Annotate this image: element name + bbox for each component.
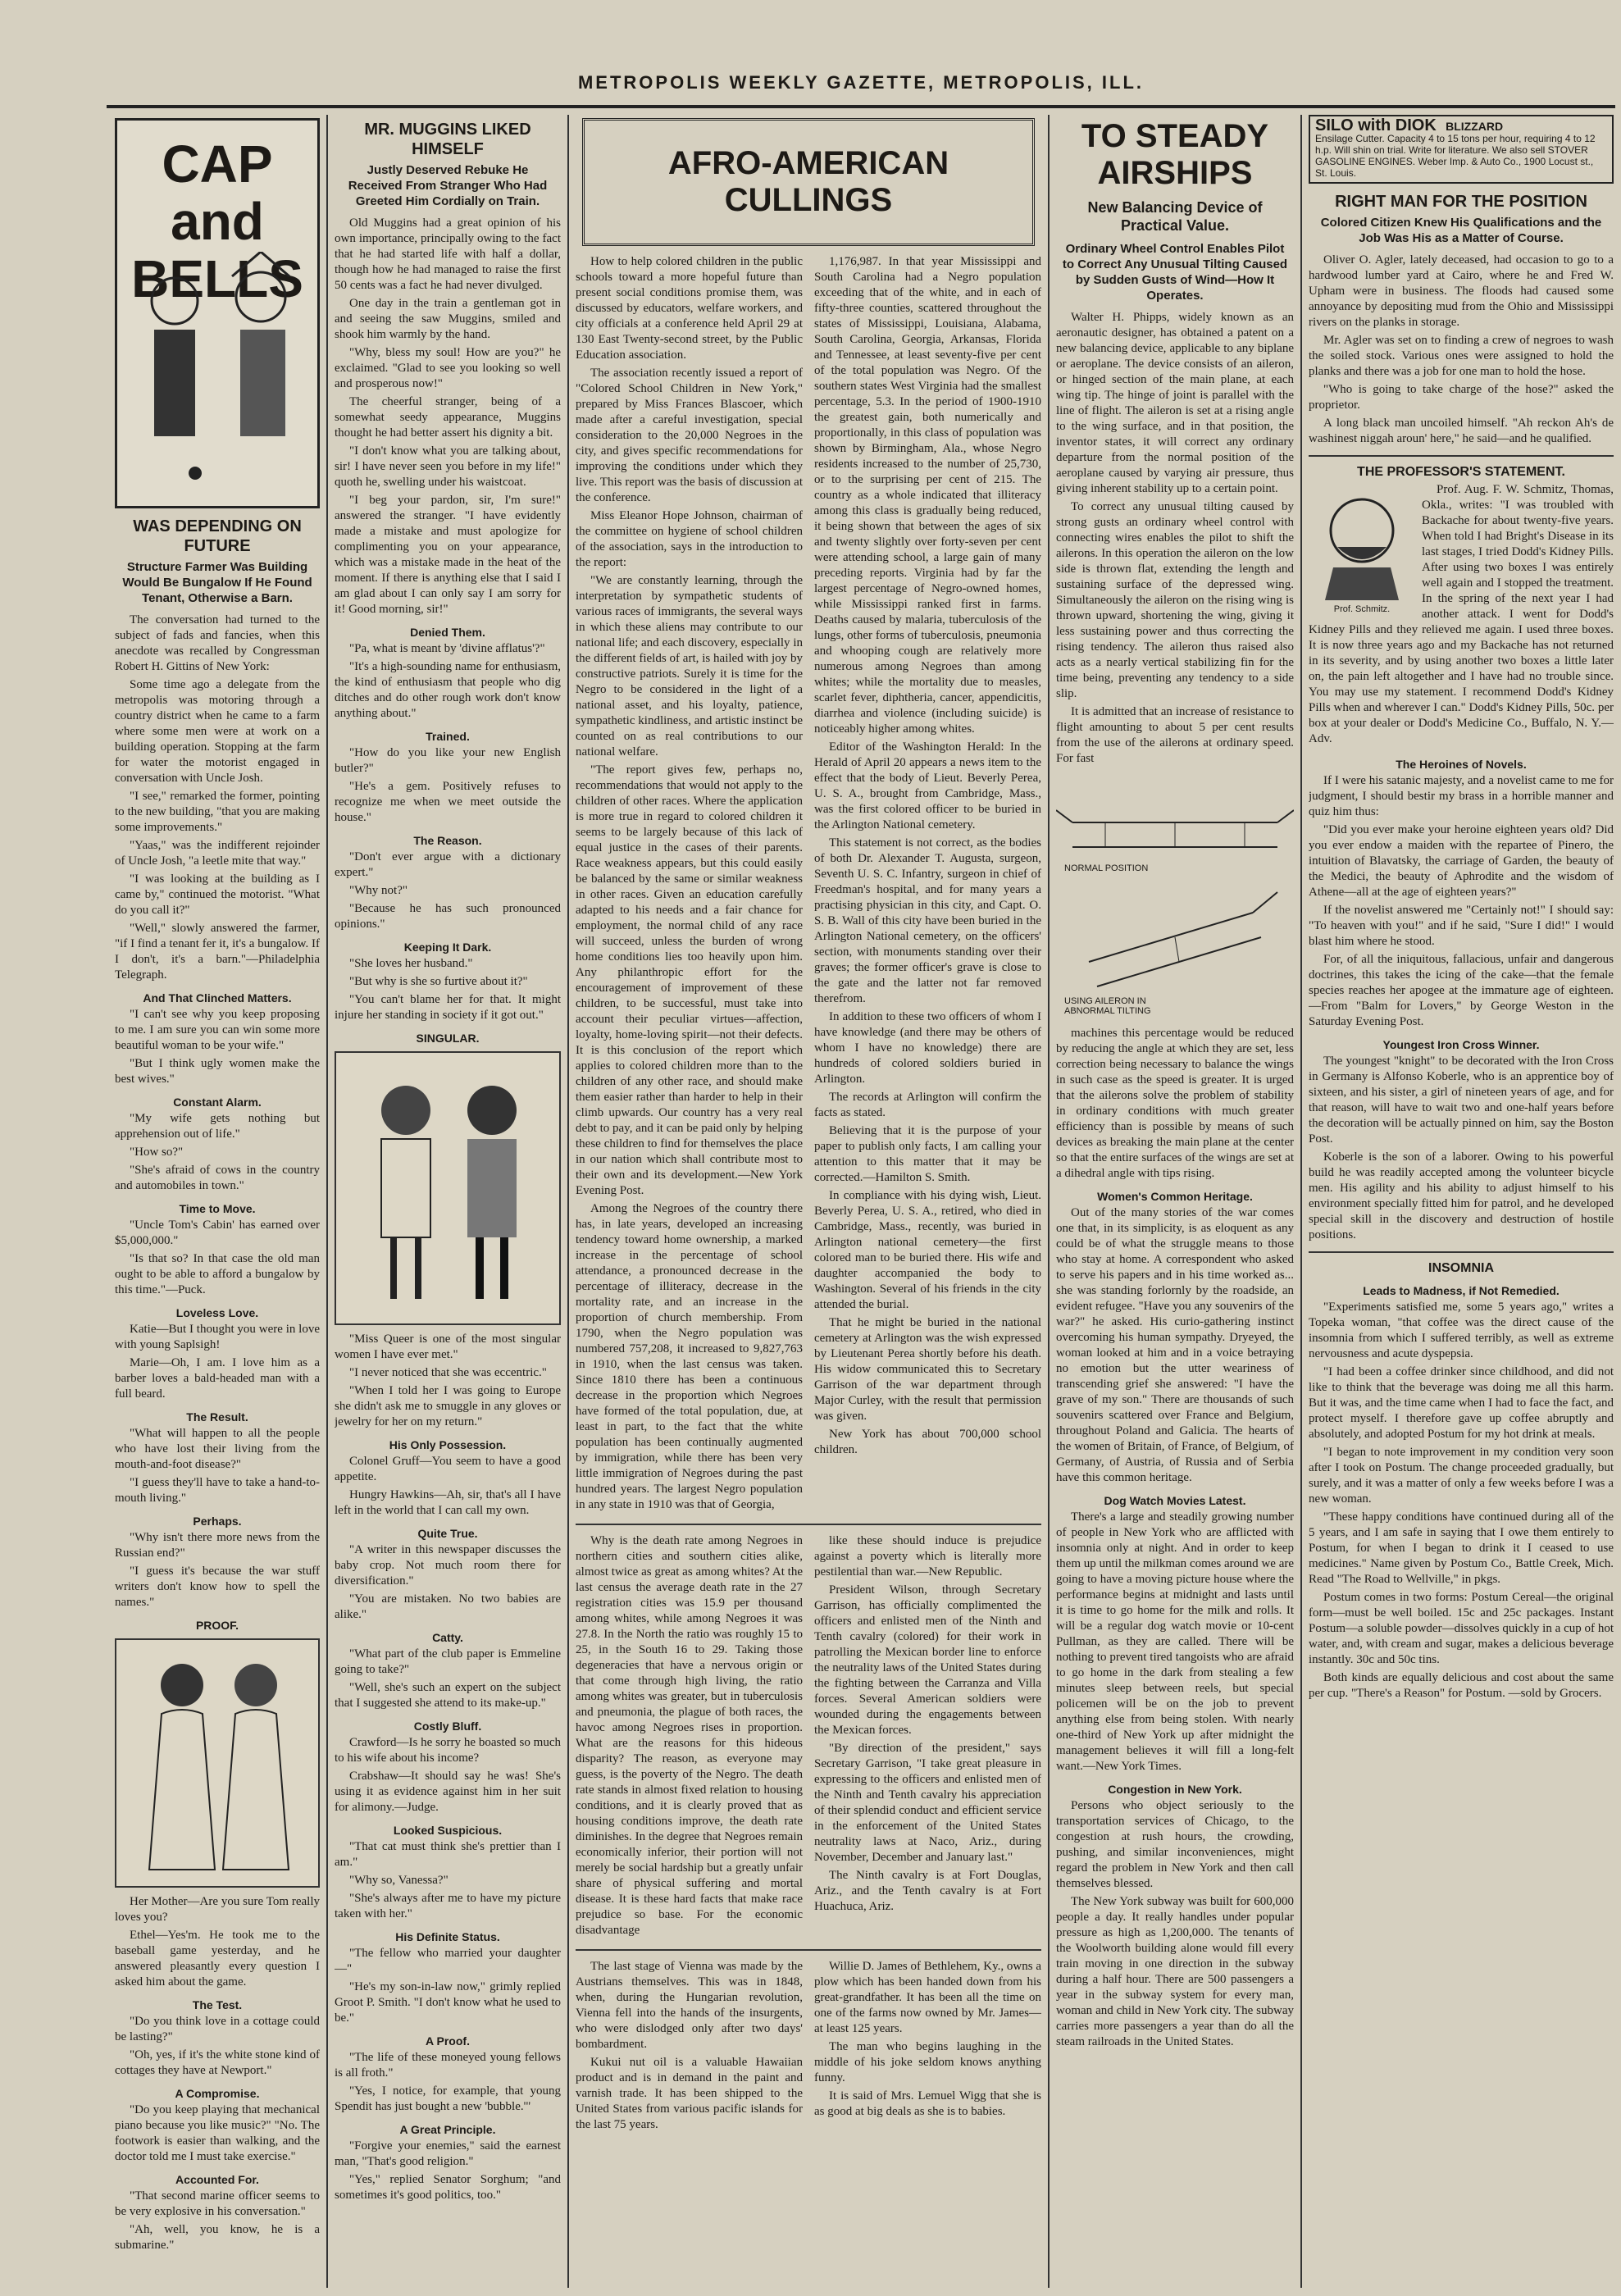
- subhead: His Definite Status.: [395, 1930, 500, 1943]
- paragraph: Oliver O. Agler, lately deceased, had occasion to go to a hardwood lumber yard at Cairo, where he and Fred W. Upham were in business. The floods had caused some annoyance by depositing mud from the Ohio and Mississippi rivers on the planks in storage.: [1309, 253, 1614, 329]
- paragraph: Colonel Gruff—You seem to have a good appetite.: [335, 1455, 561, 1483]
- paragraph: "You can't blame her for that. It might injure her standing in society if it got out.": [335, 993, 561, 1022]
- paragraph: Kukui nut oil is a valuable Hawaiian product and is in demand in the paint and varnish trade. It has been shipped to the United States from various pacific islands for the last 75 years.: [576, 2056, 803, 2131]
- paragraph: That he might be buried in the national cemetery at Arlington was the wish expressed by Lieutenant Perea shortly before his death. His widow communicated this to Secretary Garrison of the war department through Major Curley, with the result that permission was given.: [814, 1316, 1041, 1423]
- paragraph: "I was looking at the building as I came by," continued the motorist. "What do you call it?": [115, 872, 320, 917]
- section-rule: [1309, 455, 1614, 457]
- paragraph: Believing that it is the purpose of your paper to publish only facts, I am calling your attention to this matter that it may be corrected.—Hamilton S. Smith.: [814, 1124, 1041, 1184]
- ad-brand: BLIZZARD: [1446, 120, 1504, 133]
- airships-subdeck: Ordinary Wheel Control Enables Pilot to Correct Any Unusual Tilting Caused by Sudden Gusts of Wind—How It Operates.: [1062, 242, 1288, 303]
- paragraph: 1,176,987. In that year Mississippi and South Carolina had a Negro population exceeding that of the white, and in each of fifty-three counties, scattered throughout the states of Mississippi, Louisiana, Alabama, South Carolina, Georgia, Arkansas, Florida and Tennessee, at least seventy-five per cent of the total population was Negro. Of the southern states West Virginia had the smallest percentage, 5.3. In the period of 1900-1910 the greatest gain, both numerically and proportionally, in this class of population was shown by Birmingham, Ala., whose Negro residents increased to the number of 25,730, or to the surprising per cent of 215. The country as a whole indicated that illiteracy among this class is gradually being reduced, it being shown that between the ages of six and twenty slightly over forty-seven per cent were attending school, a large gain of many preceding reports. Virginia had by far the largest percentage of Negro-owned homes, while Mississippi ranked first in farms. Deaths caused by malaria, tuberculosis of the lungs, other forms of tuberculosis, pneumonia and whooping cough are relatively more numerous among Negroes than among whites; while the mortality due to measles, scarlet fever, diphtheria, cancer, appendicitis, diarrhea and violence (including suicide) is noticeably higher among whites.: [814, 255, 1041, 736]
- subhead: INSOMNIA: [1428, 1261, 1494, 1275]
- paragraph: "Pa, what is meant by 'divine afflatus'?": [349, 642, 545, 655]
- paragraph: Ethel—Yes'm. He took me to the baseball game yesterday, and he answered pleasantly every question I asked him about the game.: [115, 1929, 320, 1988]
- portrait-caption: Prof. Schmitz.: [1333, 604, 1391, 614]
- paragraph: "Did you ever make your heroine eighteen years old? Did you ever endow a maiden with the repartee of Pinero, the intuition of Blavatsky, the carriage of Garden, the beauty of the Medici, the beauty of Aphrodite and the wisdom of Athene—all at the age of eighteen years?": [1309, 823, 1614, 899]
- paragraph: "When I told her I was going to Europe she didn't ask me to smuggle in any gloves or jewelry for her on my return.": [335, 1384, 561, 1428]
- paragraph: Willie D. James of Bethlehem, Ky., owns a plow which has been handed down from his great-grandfather. It has been all the time on one of the farms now owned by Mr. James—at least 125 years.: [814, 1960, 1041, 2035]
- subhead: Accounted For.: [175, 2173, 259, 2186]
- paragraph: "That second marine officer seems to be very explosive in his conversation.": [115, 2189, 320, 2218]
- paragraph: Postum comes in two forms: Postum Cereal—the original form—must be well boiled. 15c and 25c packages. Instant Postum—a soluble powder—dissolves quickly in a cup of hot water, and, with cream and sugar, makes a delicious beverage instantly. 30c and 50c tins.: [1309, 1591, 1614, 1666]
- logo-text: CAP and BELLS: [131, 134, 303, 308]
- column-rule: [567, 115, 569, 2288]
- paragraph: "A writer in this newspaper discusses the baby crop. Not much room there for diversification.": [335, 1543, 561, 1588]
- subhead: Looked Suspicious.: [393, 1824, 503, 1837]
- section-rule: [576, 1524, 1041, 1525]
- column-4: [1056, 115, 1294, 2288]
- paragraph: "These happy conditions have continued during all of the 5 years, and I am safe in saying that I owe them entirely to Postum, for when I began to drink it I ceased to use medicines." Name given by Postum Co., Battle Creek, Mich. Read "The Road to Wellville," in pkgs.: [1309, 1510, 1614, 1586]
- paragraph: To correct any unusual tilting caused by strong gusts an ordinary wheel control with connecting wires enables the pilot to shift the ailerons. In this operation the aileron on the low side is thrown flat, extending the length and sustaining surface of the depressed wing. Simultaneously the aileron on the rising wing is thrown upward, shortening the wing, giving it less sustaining power and thus correcting the rising tendency. The aileron thus raised also acts as a nearly vertical stabilizing fin for the time being, preventing any tendency to a side slip.: [1056, 500, 1294, 700]
- subhead: PROOF.: [195, 1619, 239, 1632]
- paragraph: Walter H. Phipps, widely known as an aeronautic designer, has obtained a patent on a new balancing device, applicable to any biplane or aeroplane. The device consists of an aileron, or hinged section of the main plane, at each wing tip. The hinge of joint is parallel with the line of flight. The aileron is set at a rising angle to the wing surface, and in that position, the inventor states, it will correct any ordinary departure from the normal position of the aeroplane caused by varying air pressure, thus giving inherent stability up to a certain point.: [1056, 311, 1294, 495]
- paragraph: "Why isn't there more news from the Russian end?": [115, 1531, 320, 1560]
- paragraph: "She's afraid of cows in the country and automobiles in town.": [115, 1164, 320, 1192]
- paragraph: Miss Eleanor Hope Johnson, chairman of the committee on hygiene of school children of the association, says in the introduction to the report:: [576, 509, 803, 569]
- paragraph: One day in the train a gentleman got in and seeing the saw Muggins, smiled and shook him warmly by the hand.: [335, 297, 561, 341]
- paragraph: The association recently issued a report of "Colored School Children in New York," prepared by Miss Frances Blascoer, which made after a careful investigation, special consideration to the 20,000 Negroes in the city, and gives specific recommendations for improving the conditions under which they live. This report was the basis of discussion at the conference.: [576, 367, 803, 504]
- paragraph: "Uncle Tom's Cabin' has earned over $5,000,000.": [115, 1219, 320, 1247]
- subhead: The Heroines of Novels.: [1396, 758, 1527, 771]
- proof-illustration: [115, 1638, 320, 1888]
- figure-caption: USING AILERON IN ABNORMAL TILTING: [1064, 996, 1151, 1016]
- paragraph: "I had been a coffee drinker since childhood, and did not like to think that the beverage was doing me all this harm. But it was, and the time came when I had to face the fact, and protect myself. I therefore gave up coffee abruptly and absolutely, and adopted Postum for my hot drink at meals.: [1309, 1365, 1614, 1441]
- subhead: His Only Possession.: [389, 1438, 507, 1451]
- paragraph: The last stage of Vienna was made by the Austrians themselves. This was in 1848, when, during the Hungarian revolution, Vienna fell into the hands of the insurgents, who were dislodged only after two days' bombardment.: [576, 1960, 803, 2051]
- paragraph: "Well, she's such an expert on the subject that I suggested she attend to its make-up.": [335, 1681, 561, 1710]
- subhead: Perhaps.: [193, 1515, 242, 1528]
- paragraph: "Is that so? In that case the old man ought to be able to afford a bungalow by this time."—Puck.: [115, 1252, 320, 1296]
- paragraph: "Do you keep playing that mechanical piano because you like music?" "No. The footwork is easier than walking, and the doctor told me I must take exercise.": [115, 2103, 320, 2163]
- subhead: THE PROFESSOR'S STATEMENT.: [1357, 465, 1565, 479]
- subhead: A Great Principle.: [399, 2123, 496, 2136]
- subhead: Dog Watch Movies Latest.: [1104, 1494, 1246, 1507]
- paragraph: "Yes, I notice, for example, that young Spendit has just bought a new 'bubble.'": [335, 2084, 561, 2113]
- subhead: Time to Move.: [179, 1202, 256, 1215]
- subhead: The Reason.: [413, 834, 482, 847]
- paragraph: "Miss Queer is one of the most singular women I have ever met.": [335, 1332, 561, 1361]
- paragraph: "Yaas," was the indifferent rejoinder of Uncle Josh, "a leetle mite that way.": [115, 839, 320, 868]
- paragraph: Why is the death rate among Negroes in northern cities and southern cities alike, almost twice as great as among whites? At the last census the average death rate in the 27 registration cities was 15.9 per thousand among whites, while among Negroes it was 27.8. In the North the ratio was roughly 15 to 25, in the South 16 to 29. Taking those degeneracies that have a nervous origin or that come through high living, the ratio among whites was greater, but in tuberculosis and pneumonia, the plague of both races, the havoc among Negroes rises in proportion. What are the reasons for this hideous disparity? The reason, as everyone may guess, is the poverty of the Negro. The death rate stands in almost fixed relation to housing conditions, and it is clearly proved that as housing conditions improve, the death rate diminishes. In the degree that Negroes remain economically inferior, their portion will not merely be social hardship but a greatly unfair share of physical suffering and mortal disease. It is these hard facts that make race prejudice so base. For the economic disadvantage: [576, 1534, 803, 1937]
- paragraph: "But I think ugly women make the best wives.": [115, 1057, 320, 1086]
- paragraph: "He's my son-in-law now," grimly replied Groot P. Smith. "I don't know what he used to be.": [335, 1980, 561, 2025]
- paragraph: "Don't ever argue with a dictionary expert.": [335, 850, 561, 879]
- paragraph: Mr. Agler was set on to finding a crew of negroes to wash the soiled stock. Various ones were assigned to hold the planks and there was a job for one man to hold the hose.: [1309, 334, 1614, 378]
- column-3-afro-american-cullings: [576, 115, 1041, 2288]
- paragraph: "Well," slowly answered the farmer, "if I find a tenant fer it, it's a bungalow. If I don't, it's a barn."—Philadelphia Telegraph.: [115, 922, 320, 982]
- paragraph: "Forgive your enemies," said the earnest man, "That's good religion.": [335, 2139, 561, 2168]
- col2-deck: Justly Deserved Rebuke He Received From Stranger Who Had Greeted Him Cordially on Train.: [348, 163, 548, 208]
- paragraph: There's a large and steadily growing number of people in New York who are afflicted with insomnia only at night. And in order to keep them up until the milkman comes around we are going to have a moving picture house where the performance begins at midnight and lasts until it is time to go home for the milk and rolls. It will be a regular dog watch movie or 10-cent Pullman, as they are called. There will be nothing to prevent tired tangoists who are afraid to go home in the dark from stealing a few minutes sleep between reels, but special policemen will be on the job to prevent anything else from being stolen. With nearly one-third of New York up after midnight the management believes it will fill a long-felt want.—New York Times.: [1056, 1510, 1294, 1773]
- subhead: Trained.: [426, 730, 470, 743]
- column-5: [1309, 115, 1614, 2288]
- paragraph: Her Mother—Are you sure Tom really loves you?: [115, 1895, 320, 1924]
- paragraph: "Why, bless my soul! How are you?" he exclaimed. "Glad to see you looking so well and prosperous now!": [335, 346, 561, 390]
- paragraph: "The life of these moneyed young fellows is all froth.": [335, 2051, 561, 2080]
- paragraph: In addition to these two officers of whom I have knowledge (and there may be others of whom I have no knowledge) there are hundreds of colored soldiers buried in Arlington.: [814, 1010, 1041, 1086]
- subhead: The Result.: [186, 1410, 248, 1424]
- subhead: Denied Them.: [410, 626, 485, 639]
- paragraph: "What part of the club paper is Emmeline going to take?": [335, 1647, 561, 1676]
- paragraph: "I see," remarked the former, pointing to the new building, "that you are making some improvements.": [115, 790, 320, 834]
- subhead: Congestion in New York.: [1108, 1783, 1242, 1796]
- jester-illustration: [117, 252, 317, 498]
- cap-and-bells-logo: [115, 118, 320, 508]
- paragraph: A long black man uncoiled himself. "Ah reckon Ah's de washinest niggah aroun' here," he said—and he qualified.: [1309, 417, 1614, 445]
- paragraph: Koberle is the son of a laborer. Owing to his powerful build he was readily accepted among the volunteer bicycle men. His agility and his ability to adjust himself to his environment specially fitted him for patrol, and he developed special skill in the discovery and destruction of hostile positions.: [1309, 1150, 1614, 1241]
- silo-advertisement: [1309, 115, 1614, 184]
- paragraph: President Wilson, through Secretary Garrison, has officially complimented the officers and enlisted men of the Ninth and Tenth cavalry (colored) for their work in patrolling the Mexican border line to enforce the neutrality laws of the United States during the fighting between the Carranza and Villa forces. Several American soldiers were wounded during the engagements between the Mexican forces.: [814, 1583, 1041, 1737]
- airships-headline: TO STEADY AIRSHIPS: [1081, 118, 1269, 191]
- subhead: Quite True.: [417, 1527, 478, 1540]
- portrait-illustration: [1309, 485, 1415, 600]
- paragraph: The man who begins laughing in the middle of his joke seldom knows anything funny.: [814, 2040, 1041, 2084]
- paragraph: Prof. Aug. F. W. Schmitz, Thomas, Okla., writes: "I was troubled with Backache for about twenty-five years. When told I had Bright's Disease in its last stages, I tried Dodd's Kidney Pills. After using two boxes I was entirely well again and I stopped the treatment. In the spring of the next year I had another attack. I went for Dodd's Kidney Pills and they relieved me again. I used three boxes. It is now three years ago and my Backache has not returned in its severity, and by using another two boxes a little later on, the pain left altogether and I have had no trouble since. You may use my statement. I recommend Dodd's Kidney Pills when and wherever I can." Dodd's Kidney Pills, 50c. per box at your dealer or Dodd's Medicine Co., Buffalo, N. Y.—Adv.: [1309, 483, 1614, 745]
- cullings-bottom: [576, 1959, 1041, 2135]
- masthead-rule: [107, 105, 1615, 108]
- subhead: The Test.: [192, 1998, 243, 2011]
- paragraph: Old Muggins had a great opinion of his own importance, principally owing to the fact that he had started life with half a dollar, though how he had managed to raise the first 50 cents was a fact he had never divulged.: [335, 216, 561, 292]
- paragraph: "Yes," replied Senator Sorghum; "and sometimes it's good politics, too.": [335, 2173, 561, 2202]
- col1-deck: Structure Farmer Was Building Would Be Bungalow If He Found Tenant, Otherwise a Barn.: [122, 560, 312, 605]
- paragraph: "How do you like your new English butler?": [335, 746, 561, 775]
- paragraph: "We are constantly learning, through the interpretation by sympathetic students of various races of immigrants, the several ways in which these aliens may contribute to our national life; and each discovery, especially in the different fields of art, is hailed with joy by constructive patriots. Surely it is time for the Negro to be considered in the light of a national asset, and his loyalty, patience, sympathetic kindliness, and artistic instinct be counted on as real contributions to our national welfare.: [576, 574, 803, 758]
- paragraph: "But why is she so furtive about it?": [349, 975, 528, 988]
- subhead: And That Clinched Matters.: [143, 991, 292, 1004]
- figure-caption: NORMAL POSITION: [1064, 863, 1149, 873]
- paragraph: "Ah, well, you know, he is a submarine.": [115, 2223, 320, 2252]
- paragraph: like these should induce is prejudice against a poverty which is literally more pestilential than war.—New Republic.: [814, 1534, 1041, 1578]
- paragraph: "That cat must think she's prettier than I am.": [335, 1840, 561, 1869]
- subhead: Constant Alarm.: [173, 1096, 262, 1109]
- ad-headline: SILO with DIOK: [1315, 116, 1437, 134]
- paragraph: "He's a gem. Positively refuses to recognize me when we meet outside the house.": [335, 780, 561, 824]
- paragraph: "I guess they'll have to take a hand-to-mouth living.": [115, 1476, 320, 1505]
- paragraph: "I never noticed that she was eccentric.": [349, 1366, 547, 1379]
- paragraph: "I can't see why you keep proposing to me. I am sure you can win some more beautiful woman to be your wife.": [115, 1008, 320, 1052]
- subhead-deck: Leads to Madness, if Not Remedied.: [1363, 1284, 1560, 1297]
- paragraph: "The fellow who married your daughter—": [335, 1947, 561, 1975]
- paragraph: If the novelist answered me "Certainly not!" I should say: "To heaven with you!" and if he said, "Sure I did!" I would blast him where he stood.: [1309, 904, 1614, 948]
- paragraph: The records at Arlington will confirm the facts as stated.: [814, 1091, 1041, 1119]
- subhead: Women's Common Heritage.: [1097, 1190, 1253, 1203]
- paragraph: machines this percentage would be reduced by reducing the angle at which they are set, less correction being necessary to balance the wings in such case as the speed is greater. It is urged that the ailerons solve the problem of stability in ordinary conditions with much greater efficiency than is possible by means of such devices as breaking the main plane at the center so that the entire surfaces of the wings are set at a dihedral angle with tips rising.: [1056, 1027, 1294, 1180]
- col1-headline: WAS DEPENDING ON FUTURE: [133, 517, 302, 555]
- paragraph: Out of the many stories of the war comes one that, in its simplicity, is as eloquent as any could be of what the struggle means to those who stay at home. A correspondent who asked to serve his papers and in his time worked as... she was standing forlornly by the roadside, an evident refugee. "Have you any souvenirs of the war?" he asked. His curio-gathering instinct overcoming his human sympathy. Dryeyed, the woman looked at him and in a voice betraying no emotion but the utter weariness of transcending grief she answered: "I have the grave of my son." There are thousands of such souvenirs scattered over France and Belgium, throughout Poland and Galicia. The hearts of the women of Britain, of France, of Belgium, of Germany, of Austria, of Russia and of Serbia have this common heritage.: [1056, 1206, 1294, 1484]
- paragraph: "I guess it's because the war stuff writers don't know how to spell the names.": [115, 1565, 320, 1609]
- paragraph: "She loves her husband.": [349, 957, 473, 970]
- paragraph: "Oh, yes, if it's the white stone kind of cottages they have at Newport.": [115, 2048, 320, 2077]
- paragraph: Katie—But I thought you were in love with young Saplsigh!: [115, 1323, 320, 1351]
- column-2: [335, 115, 561, 2288]
- paragraph: If I were his satanic majesty, and a novelist came to me for judgment, I should bestir my brass in a horrible manner and quiz him thus:: [1309, 774, 1614, 818]
- paragraph: "By direction of the president," says Secretary Garrison, "I take great pleasure in expressing to the officers and enlisted men of the Ninth and Tenth cavalry his appreciation of their splendid conduct and efficient service in the enforcement of the United States neutrality laws at Naco, Ariz., during November, December and January last.": [814, 1742, 1041, 1864]
- section-rule: [1309, 1251, 1614, 1253]
- paragraph: The youngest "knight" to be decorated with the Iron Cross in Germany is Alfonso Koberle, who is an apprentice boy of sixteen, and his sister, a girl of nineteen years of age, and for that reason, will have to wait two and one-half years before the decoration will be actually pinned on him, say the Boston Post.: [1309, 1055, 1614, 1146]
- cullings-title: AFRO-AMERICAN CULLINGS: [582, 118, 1035, 246]
- paragraph: Hungry Hawkins—Ah, sir, that's all I have left in the world that I can call my own.: [335, 1488, 561, 1517]
- paragraph: "Experiments satisfied me, some 5 years ago," writes a Topeka woman, "that coffee was the direct cause of the insomnia from which I suffered terribly, as well as extreme nervousness and acute dyspepsia.: [1309, 1301, 1614, 1360]
- paragraph: Crawford—Is he sorry he boasted so much to his wife about his income?: [335, 1736, 561, 1765]
- paragraph: "Do you think love in a cottage could be lasting?": [115, 2015, 320, 2043]
- paragraph: "I began to note improvement in my condition very soon after I took on Postum. The change proceeded gradually, but surely, and it was a matter of only a few weeks before I was a new woman.: [1309, 1446, 1614, 1506]
- column-rule: [1300, 115, 1302, 2288]
- paragraph: The cheerful stranger, being of a somewhat seedy appearance, Muggins thought he had better assert his dignity a bit.: [335, 395, 561, 440]
- column-rule: [1048, 115, 1050, 2288]
- paragraph: "It's a high-sounding name for enthusiasm, the kind of enthusiasm that people who dig ditches and do other rough work don't know anything about.": [335, 660, 561, 720]
- subhead: Youngest Iron Cross Winner.: [1382, 1038, 1540, 1051]
- subhead: Loveless Love.: [175, 1306, 259, 1319]
- paragraph: "Who is going to take charge of the hose?" asked the proprietor.: [1309, 383, 1614, 412]
- paragraph: "My wife gets nothing but apprehension out of life.": [115, 1112, 320, 1141]
- column-1: [115, 115, 320, 2288]
- paragraph: This statement is not correct, as the bodies of both Dr. Alexander T. Augusta, surgeon, Seventh U. S. C. Infantry, surgeon in chief of Freedman's hospital, and for many years a practising physician in this city, and Capt. O. S. B. Wall of this city have been buried in the Arlington National cemetery, on the officers' section, with monuments standing over their graves; the former officer's grave is close to the gate and the latter not far removed therefrom.: [814, 836, 1041, 1005]
- aileron-diagram: [1056, 773, 1294, 1019]
- column-rule: [326, 115, 328, 2288]
- col5-deck: Colored Citizen Knew His Qualifications and the Job Was His as a Matter of Course.: [1320, 216, 1602, 245]
- paragraph: Among the Negroes of the country there has, in late years, developed an increasing tendency toward home ownership, a marked increase in the percentage of school attendance, a pronounced decrease in the percentage of illiteracy, decrease in the mortality rate, and an increase in the proportion of church membership. From 1790, when the Negro population was numbered 757,208, it increased to 9,827,763 in 1910, when the last census was taken. Since 1810 there has been a continuous decrease in the proportion which Negroes have formed of the total population, due, at least in part, to the fact that the white population has been continually augmented by immigration, while there has been very little immigration of Negroes during the past hundred years. The largest Negro population in any state in 1910 was that of Georgia,: [576, 1202, 803, 1511]
- subhead: SINGULAR.: [416, 1032, 480, 1045]
- paragraph: "Because he has such pronounced opinions.": [335, 902, 561, 931]
- paragraph: In compliance with his dying wish, Lieut. Beverly Perea, U. S. A., retired, who died in Cambridge, Mass., recently, was buried in Arlington national cemetery—the first colored man to be buried there. His wife and daughter accompanied the body to Washington. Several of his friends in the city attended the burial.: [814, 1189, 1041, 1311]
- paragraph: "She's always after me to have my picture taken with her.": [335, 1892, 561, 1920]
- paragraph: "How so?": [130, 1146, 184, 1159]
- subhead: A Compromise.: [175, 2087, 260, 2100]
- paragraph: "I beg your pardon, sir, I'm sure!" answered the stranger. "I have evidently made a mistake and must apologize for complimenting you on your appearance, which was a mistake made in the heat of the moment. If there is anything else that I said I am glad about I can only say I am sorry for it! Good morning, sir!": [335, 494, 561, 616]
- col2-headline: MR. MUGGINS LIKED HIMSELF: [364, 121, 531, 158]
- airships-deck: New Balancing Device of Practical Value.: [1087, 199, 1263, 234]
- paragraph: The New York subway was built for 600,000 people a day. It really handles under popular pressure as high as 1,200,000. The tenants of the Woolworth building alone would fill every train moving in one direction in the subway during a half hour. There are 500 passengers a year in the subway system for every man, woman and child in New York city. The subway carries more passengers a year than do all the steam railroads in the United States.: [1056, 1895, 1294, 2048]
- masthead: METROPOLIS WEEKLY GAZETTE, METROPOLIS, ILL.: [577, 72, 1145, 93]
- subhead: Catty.: [432, 1631, 463, 1644]
- paragraph: Both kinds are equally delicious and cost about the same per cup. "There's a Reason" for Postum. —sold by Grocers.: [1309, 1671, 1614, 1700]
- cullings-upper: [576, 254, 1041, 1515]
- paragraph: It is said of Mrs. Lemuel Wigg that she is as good at big deals as she is to babies.: [814, 2089, 1041, 2118]
- paragraph: "The report gives few, perhaps no, recommendations that would not apply to the children of other races. Where the application is more true in regard to colored children it seems to be largely because of this lack of equal justice in the cases of their parents. Race weakness appears, but this could easily be balanced by the same or similar weakness in other races. Given an education carefully adapted to his needs and a fair chance for employment, the normal child of any race will succeed, unless the burden of wrong home conditions lies too heavily upon him. Any philanthropic effort for the encouragement of improvement of these children, to be successful, must take into account their peculiar virtues—affection, loyalty, home-loving spirit—not their defects. It is this conclusion of the report which applies to colored children more than to the children of any other race, and should make them easier rather than harder to help in their climb upwards. Our country has a very real debt to pay, and it can be paid only by helping these children to find for themselves the place in our nation which shall contribute most to their own and its development.—New York Evening Post.: [576, 763, 803, 1197]
- portrait-block: [1309, 485, 1415, 614]
- paragraph: The Ninth cavalry is at Fort Douglas, Ariz., and the Tenth cavalry is at Fort Huachuca, Ariz.: [814, 1869, 1041, 1913]
- paragraph: "What will happen to all the people who have lost their living from the mouth-and-foot disease?": [115, 1427, 320, 1471]
- paragraph: It is admitted that an increase of resistance to flight amounting to about 5 per cent results from the use of the ailerons at ordinary speed. For fast: [1056, 705, 1294, 765]
- paragraph: Some time ago a delegate from the metropolis was motoring through a country district when he came to a farm where some men were at work on a building operation. Stopping at the farm for water the motorist engaged in conversation with Uncle Josh.: [115, 678, 320, 785]
- paragraph: "You are mistaken. No two babies are alike.": [335, 1592, 561, 1621]
- subhead: Costly Bluff.: [413, 1720, 482, 1733]
- paragraph: "I don't know what you are talking about, sir! I have never seen you before in my life!" quoth he, swelling under his waistcoat.: [335, 444, 561, 489]
- subhead: Keeping It Dark.: [403, 941, 492, 954]
- paragraph: Persons who object seriously to the transportation services of Chicago, to the congestion at rush hours, the crowding, pushing, and similar inconveniences, might regard the problem in New York and then call themselves blessed.: [1056, 1799, 1294, 1890]
- ad-text: Ensilage Cutter. Capacity 4 to 15 tons per hour, requiring 4 to 12 h.p. Will shin on trial. Write for literature. We also sell STOVER GASOLINE ENGINES. Weber Imp. & Auto Co., 1900 Locust st., St. Louis.: [1315, 133, 1596, 179]
- section-rule: [576, 1949, 1041, 1951]
- col5-headline: RIGHT MAN FOR THE POSITION: [1335, 193, 1587, 211]
- paragraph: The conversation had turned to the subject of fads and fancies, when this anecdote was recalled by Congressman Robert H. Gittins of New York:: [115, 613, 320, 673]
- paragraph: "Why so, Vanessa?": [349, 1874, 449, 1887]
- paragraph: Editor of the Washington Herald: In the Herald of April 20 appears a news item to the effect that the body of Lieut. Beverly Perea, U. S. A., brought from Cambridge, Mass., was the first colored officer to be buried in the Arlington National cemetery.: [814, 740, 1041, 831]
- paragraph: Crabshaw—It should say he was! She's using it as evidence against him in her suit for alimony.—Judge.: [335, 1770, 561, 1814]
- paragraph: "Why not?": [349, 884, 408, 897]
- singular-illustration: [335, 1051, 561, 1325]
- paragraph: How to help colored children in the public schools toward a more hopeful future than present social conditions promise them, was discussed by educators, welfare workers, and city officials at a conference held April 29 at 130 East Twenty-second street, by the Public Education association.: [576, 255, 803, 362]
- paragraph: New York has about 700,000 school children.: [814, 1428, 1041, 1456]
- subhead: A Proof.: [426, 2034, 470, 2048]
- paragraph: For, of all the iniquitous, fallacious, unfair and dangerous doctrines, this takes the icing of the cake—that the female species reaches her apogee at the immature age of eighteen.—From "Balm for Lovers," by George Weston in the Saturday Evening Post.: [1309, 953, 1614, 1028]
- paragraph: Marie—Oh, I am. I love him as a barber loves a bald-headed man with a full beard.: [115, 1356, 320, 1401]
- cullings-lower: [576, 1533, 1041, 1941]
